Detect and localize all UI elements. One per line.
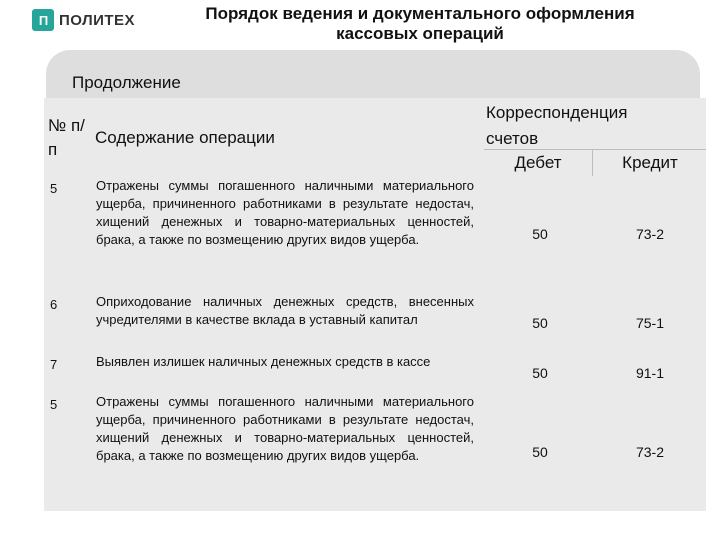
section-title: Продолжение bbox=[72, 73, 181, 92]
header-correspondence: Корреспонденция счетов bbox=[486, 103, 628, 148]
header-credit: Кредит bbox=[622, 153, 678, 172]
row-credit: 73-2 bbox=[635, 444, 665, 460]
row-debit: 50 bbox=[532, 226, 548, 242]
logo-text: ПОЛИТЕХ bbox=[59, 11, 136, 29]
row-number: 7 bbox=[50, 357, 58, 372]
column-divider bbox=[592, 150, 593, 176]
row-debit: 50 bbox=[532, 444, 548, 460]
row-credit: 73-2 bbox=[635, 226, 665, 242]
row-description: Отражены суммы погашенного наличными материального ущерба, причиненного работниками в результате недостач, хищений денежных и товарно-материальных ценностей, брака, а также по возмещению других видов ущерба. bbox=[96, 178, 474, 247]
row-number: 6 bbox=[50, 297, 58, 312]
logo-icon: П bbox=[32, 9, 54, 31]
row-description: Оприходование наличных денежных средств, внесенных учредителями в качестве вклада в уставный капитал bbox=[96, 294, 474, 327]
row-number: 5 bbox=[50, 181, 58, 196]
slide-header bbox=[0, 0, 720, 48]
header-number: № п/п bbox=[48, 116, 85, 159]
row-credit: 75-1 bbox=[635, 315, 665, 331]
row-debit: 50 bbox=[532, 365, 548, 381]
header-content: Содержание операции bbox=[95, 128, 275, 147]
header-divider bbox=[484, 149, 706, 150]
row-description: Отражены суммы погашенного наличными материального ущерба, причиненного работниками в результате недостач, хищений денежных и товарно-материальных ценностей, брака, а также по возмещению других видов ущерба. bbox=[96, 394, 474, 463]
page-title: Порядок ведения и документального оформления кассовых операций bbox=[205, 4, 635, 43]
row-credit: 91-1 bbox=[635, 365, 665, 381]
header-debit: Дебет bbox=[514, 153, 562, 172]
politech-logo bbox=[32, 9, 135, 31]
row-description: Выявлен излишек наличных денежных средств в кассе bbox=[96, 354, 431, 369]
row-number: 5 bbox=[50, 397, 58, 412]
row-debit: 50 bbox=[532, 315, 548, 331]
